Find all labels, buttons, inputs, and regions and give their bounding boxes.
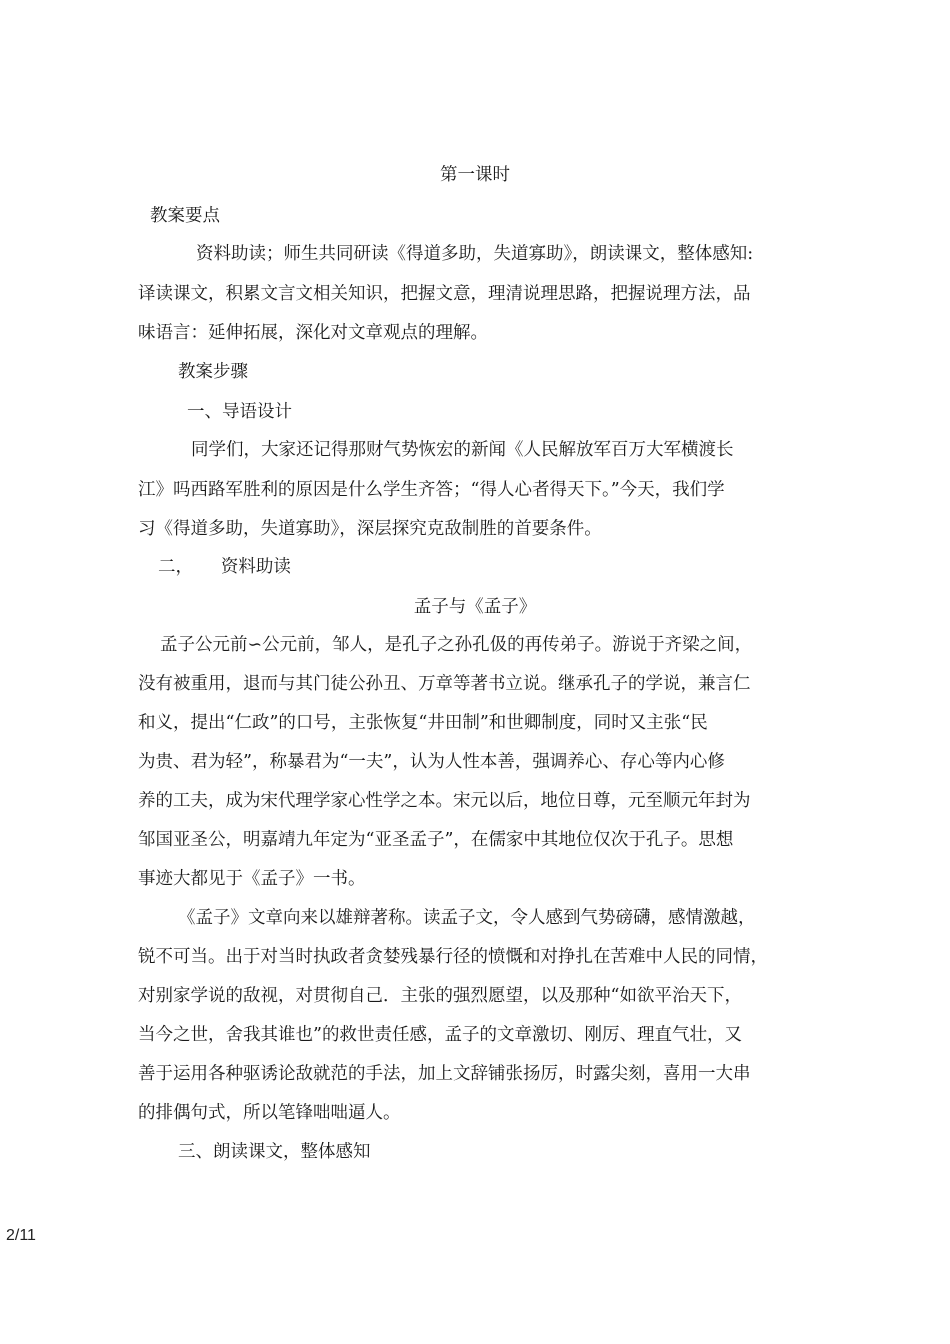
points-line: 资料助读；师生共同研读《得道多助，失道寡助》，朗读课文，整体感知: bbox=[196, 244, 754, 264]
section-2-heading: 二， 资料助读 bbox=[158, 557, 291, 577]
points-line: 味语言：延伸拓展，深化对文章观点的理解。 bbox=[138, 323, 488, 343]
book-line: 锐不可当。出于对当时执政者贪婪残暴行径的愤慨和对挣扎在苦难中人民的同情， bbox=[138, 947, 768, 967]
mengzi-line: 养的工夫，成为宋代理学家心性学之本。宋元以后，地位日尊，元至顺元年封为 bbox=[138, 791, 751, 811]
book-line: 善于运用各种驱诱论敌就范的手法，加上文辞铺张扬厉，时露尖刻，喜用一大串 bbox=[138, 1064, 751, 1084]
book-line: 《孟子》文章向来以雄辩著称。读孟子文，令人感到气势磅礴，感情激越， bbox=[178, 908, 756, 928]
sub-title: 孟子与《孟子》 bbox=[413, 597, 537, 617]
mengzi-line: 和义，提出“仁政”的口号，主张恢复“井田制”和世卿制度，同时又主张“民 bbox=[138, 713, 708, 733]
intro-line: 江》吗西路军胜利的原因是什么学生齐答；“得人心者得天下。”今天，我们学 bbox=[138, 480, 725, 500]
book-line: 当今之世，舍我其谁也”的救世责任感，孟子的文章激切、刚厉、理直气壮，又 bbox=[138, 1025, 742, 1045]
section-3-heading: 三、朗读课文，整体感知 bbox=[178, 1142, 371, 1162]
book-line: 的排偶句式，所以笔锋咄咄逼人。 bbox=[138, 1103, 401, 1123]
mengzi-line: 邹国亚圣公，明嘉靖九年定为“亚圣孟子”，在儒家中其地位仅次于孔子。思想 bbox=[138, 830, 734, 850]
mengzi-line: 为贵、君为轻”，称暴君为“一夫”，认为人性本善，强调养心、存心等内心修 bbox=[138, 752, 725, 772]
lesson-title: 第一课时 bbox=[440, 165, 510, 185]
book-line: 对别家学说的敌视，对贯彻自己．主张的强烈愿望，以及那种“如欲平治天下， bbox=[138, 986, 742, 1006]
intro-line: 同学们，大家还记得那财气势恢宏的新闻《人民解放军百万大军横渡长 bbox=[191, 440, 734, 460]
mengzi-line: 没有被重用，退而与其门徒公孙丑、万章等著书立说。继承孔子的学说，兼言仁 bbox=[138, 674, 751, 694]
points-heading: 教案要点 bbox=[150, 206, 220, 226]
section-1-heading: 一、导语设计 bbox=[187, 402, 292, 422]
points-line: 译读课文，积累文言文相关知识，把握文意，理清说理思路，把握说理方法，品 bbox=[138, 284, 751, 304]
mengzi-line: 事迹大都见于《孟子》一书。 bbox=[138, 869, 366, 889]
page-number: 2/11 bbox=[6, 1227, 36, 1244]
intro-line: 习《得道多助，失道寡助》，深层探究克敌制胜的首要条件。 bbox=[138, 519, 602, 539]
mengzi-line: 孟子公元前∽公元前，邹人，是孔子之孙孔伋的再传弟子。游说于齐梁之间， bbox=[160, 635, 753, 655]
steps-heading: 教案步骤 bbox=[178, 362, 248, 382]
